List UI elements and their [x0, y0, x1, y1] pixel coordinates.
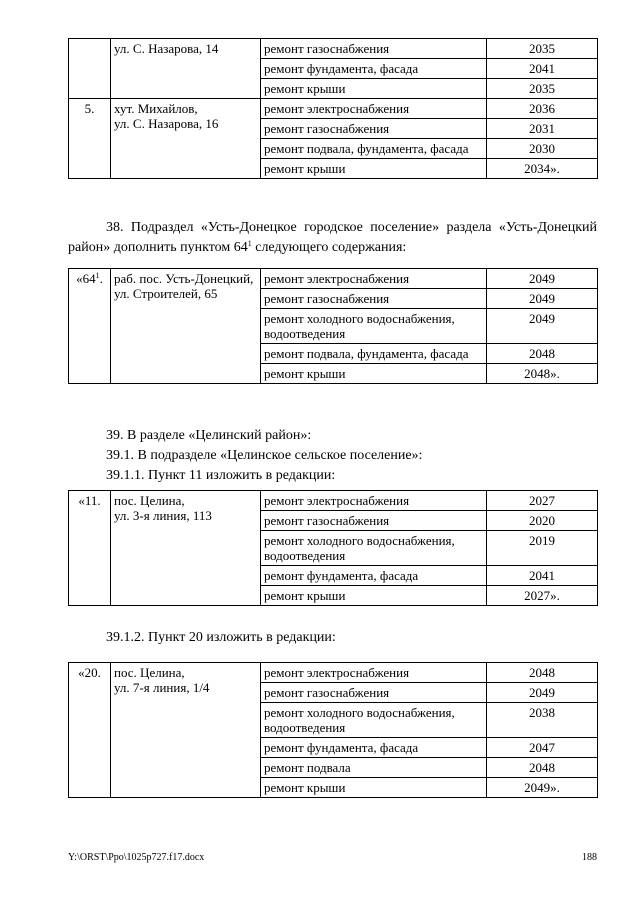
- work-year: 2048».: [487, 364, 598, 384]
- work-year: 2027».: [487, 586, 598, 606]
- work-year: 2048: [487, 663, 598, 683]
- address: пос. Целина, ул. 3-я линия, 113: [111, 491, 261, 606]
- work-type: ремонт газоснабжения: [261, 289, 487, 309]
- work-type: ремонт подвала, фундамента, фасада: [261, 344, 487, 364]
- work-year: 2019: [487, 531, 598, 566]
- table-row: [69, 39, 598, 59]
- address: хут. Михайлов, ул. С. Назарова, 16: [111, 99, 261, 179]
- work-type: ремонт газоснабжения: [261, 39, 487, 59]
- work-type: ремонт фундамента, фасада: [261, 738, 487, 758]
- work-type: ремонт газоснабжения: [261, 119, 487, 139]
- work-type: ремонт холодного водоснабжения, водоотведения: [261, 531, 487, 566]
- work-year: 2030: [487, 139, 598, 159]
- work-type: ремонт крыши: [261, 586, 487, 606]
- item-number: «$64^1$.: [69, 269, 111, 384]
- work-year: 2027: [487, 491, 598, 511]
- item-number: «20.: [69, 663, 111, 798]
- work-type: ремонт фундамента, фасада: [261, 59, 487, 79]
- footer-page-number: 188: [582, 852, 597, 863]
- paragraph-38: 38. Подраздел «Усть-Донецкое городское поселение» раздела «Усть-Донецкий район» дополнить пунктом $64^1$ следующего содержания:: [68, 220, 597, 255]
- table-row: [69, 269, 598, 289]
- work-year: 2038: [487, 703, 598, 738]
- work-year: 2034».: [487, 159, 598, 179]
- work-type: ремонт холодного водоснабжения, водоотведения: [261, 309, 487, 344]
- work-year: 2049: [487, 683, 598, 703]
- work-type: ремонт холодного водоснабжения, водоотведения: [261, 703, 487, 738]
- work-type: ремонт электроснабжения: [261, 99, 487, 119]
- work-year: 2048: [487, 758, 598, 778]
- item-number: [69, 39, 111, 99]
- work-year: 2036: [487, 99, 598, 119]
- item-number: «11.: [69, 491, 111, 606]
- work-type: ремонт крыши: [261, 79, 487, 99]
- work-year: 2035: [487, 79, 598, 99]
- work-year: 2049».: [487, 778, 598, 798]
- work-year: 2049: [487, 289, 598, 309]
- work-year: 2048: [487, 344, 598, 364]
- table-row: [69, 491, 598, 511]
- table-row: [69, 663, 598, 683]
- paragraph-39-1-2: 39.1.2. Пункт 20 изложить в редакции:: [106, 630, 336, 645]
- address: раб. пос. Усть-Донецкий, ул. Строителей, 65: [111, 269, 261, 384]
- item-number: 5.: [69, 99, 111, 179]
- paragraph-39-1-1: 39.1.1. Пункт 11 изложить в редакции:: [106, 468, 336, 483]
- paragraph-39-1: 39.1. В подразделе «Целинское сельское поселение»:: [106, 448, 423, 463]
- work-type: ремонт крыши: [261, 364, 487, 384]
- address: пос. Целина, ул. 7-я линия, 1/4: [111, 663, 261, 798]
- repair-table-4: [68, 662, 598, 798]
- work-type: ремонт крыши: [261, 159, 487, 179]
- paragraph-39: 39. В разделе «Целинский район»:: [106, 428, 312, 443]
- work-type: ремонт электроснабжения: [261, 491, 487, 511]
- work-year: 2031: [487, 119, 598, 139]
- work-year: 2049: [487, 309, 598, 344]
- work-type: ремонт газоснабжения: [261, 511, 487, 531]
- work-type: ремонт электроснабжения: [261, 663, 487, 683]
- work-year: 2035: [487, 39, 598, 59]
- work-type: ремонт крыши: [261, 778, 487, 798]
- footer-file-path: Y:\ORST\Ppo\1025p727.f17.docx: [68, 852, 205, 863]
- address: ул. С. Назарова, 14: [111, 39, 261, 99]
- work-type: ремонт фундамента, фасада: [261, 566, 487, 586]
- work-year: 2047: [487, 738, 598, 758]
- repair-table-2: [68, 268, 598, 384]
- table-row: [69, 99, 598, 119]
- repair-table-1: [68, 38, 598, 179]
- work-type: ремонт подвала: [261, 758, 487, 778]
- work-year: 2041: [487, 566, 598, 586]
- work-type: ремонт газоснабжения: [261, 683, 487, 703]
- work-type: ремонт электроснабжения: [261, 269, 487, 289]
- repair-table-3: [68, 490, 598, 606]
- work-year: 2020: [487, 511, 598, 531]
- work-year: 2049: [487, 269, 598, 289]
- work-type: ремонт подвала, фундамента, фасада: [261, 139, 487, 159]
- work-year: 2041: [487, 59, 598, 79]
